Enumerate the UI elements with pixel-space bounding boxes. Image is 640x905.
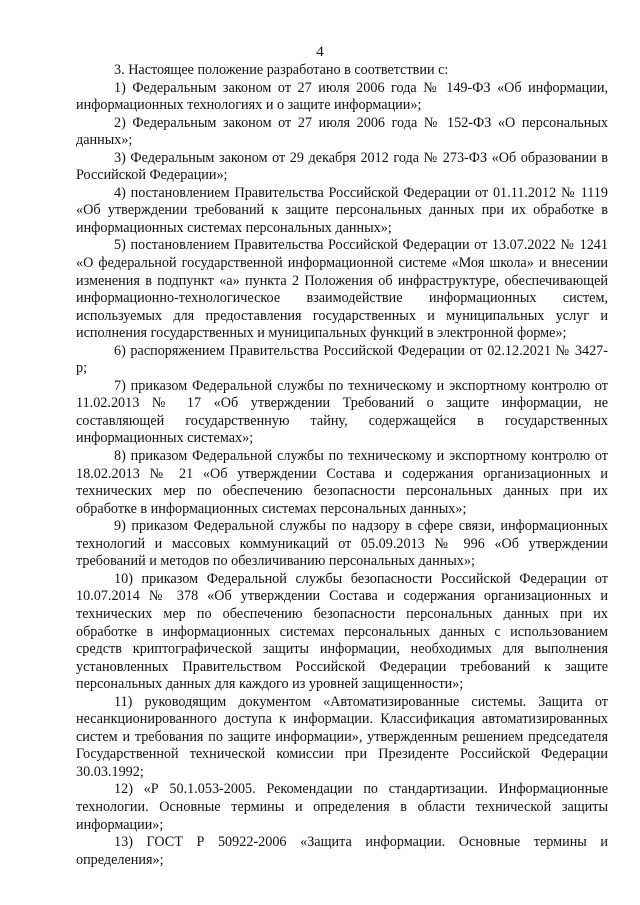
list-item-6: 6) распоряжением Правительства Российской Федерации от 02.12.2021 № 3427-р; (76, 342, 608, 377)
list-item-13: 13) ГОСТ Р 50922-2006 «Защита информации. Основные термины и определения»; (76, 834, 608, 868)
list-item-7: 7) приказом Федеральной службы по техническому и экспортному контролю от 11.02.2013 № 17 «Об утверждении Требований о защите информации, не составляющей государственную тайну, содержащейся в государственных информационных системах»; (76, 377, 608, 447)
list-item-1: 1) Федеральным законом от 27 июля 2006 года № 149-ФЗ «Об информации, информационных технологиях и о защите информации»; (76, 79, 608, 114)
list-item-9: 9) приказом Федеральной службы по надзору в сфере связи, информационных технологий и массовых коммуникаций от 05.09.2013 № 996 «Об утверждении требований и методов по обезличиванию персональных данных»; (76, 518, 608, 570)
list-item-10: 10) приказом Федеральной службы безопасности Российской Федерации от 10.07.2014 № 378 «Об утверждении Состава и содержания организационных и технических мер по обеспечению безопасности персональных данных при их обработке в информационных системах персональных данных с использованием средств криптографической защиты информации, необходимых для выполнения установленных Правительством Российской Федерации требований к защите персональных данных для каждого из уровней защищенности»; (76, 570, 608, 693)
list-item-12: 12) «Р 50.1.053-2005. Рекомендации по стандартизации. Информационные технологии. Основные термины и определения в области технической защиты информации»; (76, 781, 608, 833)
section-intro-paragraph: 3. Настоящее положение разработано в соответствии с: (114, 62, 449, 78)
list-item-3: 3) Федеральным законом от 29 декабря 2012 года № 273-ФЗ «Об образовании в Российской Федерации»; (76, 149, 608, 184)
page-number: 4 (316, 44, 324, 60)
list-item-4: 4) постановлением Правительства Российской Федерации от 01.11.2012 № 1119 «Об утверждении требований к защите персональных данных при их обработке в информационных системах персональных данных»; (76, 184, 608, 236)
list-item-5: 5) постановлением Правительства Российской Федерации от 13.07.2022 № 1241 «О федеральной государственной информационной системе «Моя школа» и внесении изменения в подпункт «а» пункта 2 Положения об инфраструктуре, обеспечивающей информационно-технологическое взаимодействие информационных систем, используемых для предоставления государственных и муниципальных услуг и исполнения государственных и муниципальных функций в электронной форме»; (76, 237, 608, 342)
list-item-2: 2) Федеральным законом от 27 июля 2006 года № 152-ФЗ «О персональных данных»; (76, 114, 608, 149)
list-item-11: 11) руководящим документом «Автоматизированные системы. Защита от несанкционированного доступа к информации. Классификация автоматизированных систем и требования по защите информации», утвержденным решением председателя Государственной технической комиссии при Президенте Российской Федерации 30.03.1992; (76, 693, 608, 780)
list-item-8: 8) приказом Федеральной службы по техническому и экспортному контролю от 18.02.2013 № 21 «Об утверждении Состава и содержания организационных и технических мер по обеспечению безопасности персональных данных при их обработке в информационных системах персональных данных»; (76, 448, 608, 517)
document-body (76, 62, 608, 869)
